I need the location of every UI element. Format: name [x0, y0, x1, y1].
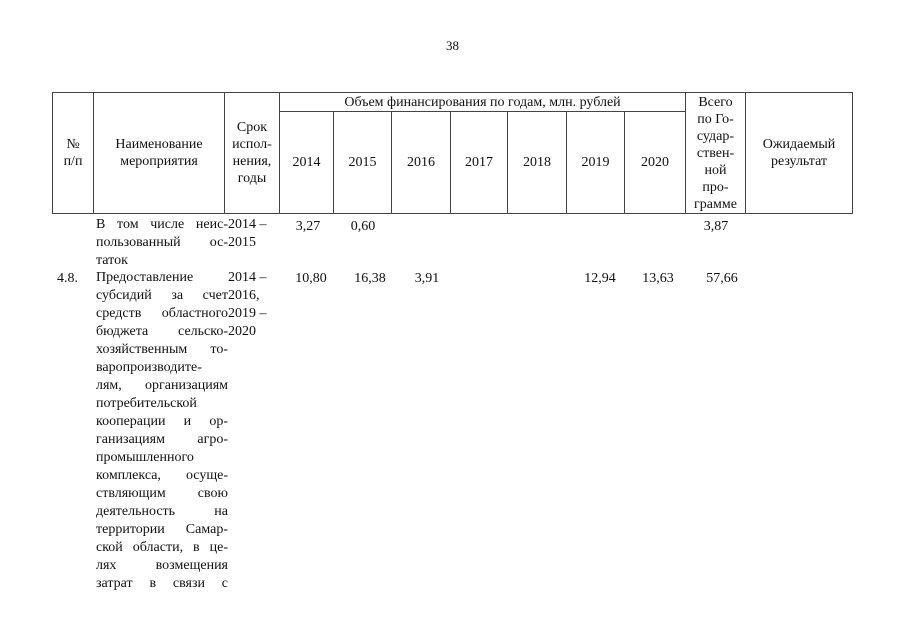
row-1-term: 2014 – 2015: [228, 217, 267, 250]
header-year-2014: 2014: [279, 111, 334, 214]
row-1-value-2014: 3,27: [295, 219, 321, 234]
row-2-value-2015: 16,38: [354, 271, 386, 286]
row-1-value-2015: 0,60: [350, 219, 376, 234]
page-number: 38: [446, 38, 459, 53]
header-name: Наименование мероприятия: [93, 92, 225, 214]
row-2-value-2020: 13,63: [642, 271, 674, 286]
header-year-2020: 2020: [624, 111, 686, 214]
header-year-2015: 2015: [333, 111, 392, 214]
row-2-value-2019: 12,94: [584, 271, 616, 286]
row-2-name: Предоставление субсидий за счет средств областного бюджета сельско- хозяйственным то- варопроизводите- лям, организациям потребительской кооперации и ор- ганизациям агро- промышленного комплекса, осуще- ствляющим свою деятельность на территории Самар- ской области, в це- лях возмещения затрат в связи с: [96, 270, 228, 591]
header-year-2016: 2016: [391, 111, 451, 214]
header-year-2019: 2019: [566, 111, 625, 214]
header-num: № п/п: [52, 92, 94, 214]
row-2-value-2014: 10,80: [295, 271, 327, 286]
row-2-total: 57,66: [706, 271, 738, 286]
row-2-term: 2014 – 2016, 2019 – 2020: [228, 270, 267, 339]
row-1-total: 3,87: [703, 219, 729, 234]
header-year-2017: 2017: [450, 111, 508, 214]
header-term: Срок испол- нения, годы: [224, 92, 280, 214]
table-header: [52, 92, 853, 214]
row-2-value-2016: 3,91: [414, 271, 440, 286]
row-1-name: В том числе неис- пользованный ос- таток: [96, 217, 228, 268]
row-2-num: 4.8.: [57, 271, 78, 286]
header-year-2018: 2018: [507, 111, 567, 214]
header-funding-title: Объем финансирования по годам, млн. рублей: [279, 92, 686, 112]
header-result: Ожидаемый результат: [745, 92, 853, 214]
header-total: Всего по Го- судар- ствен- ной про- грамме: [685, 92, 746, 214]
